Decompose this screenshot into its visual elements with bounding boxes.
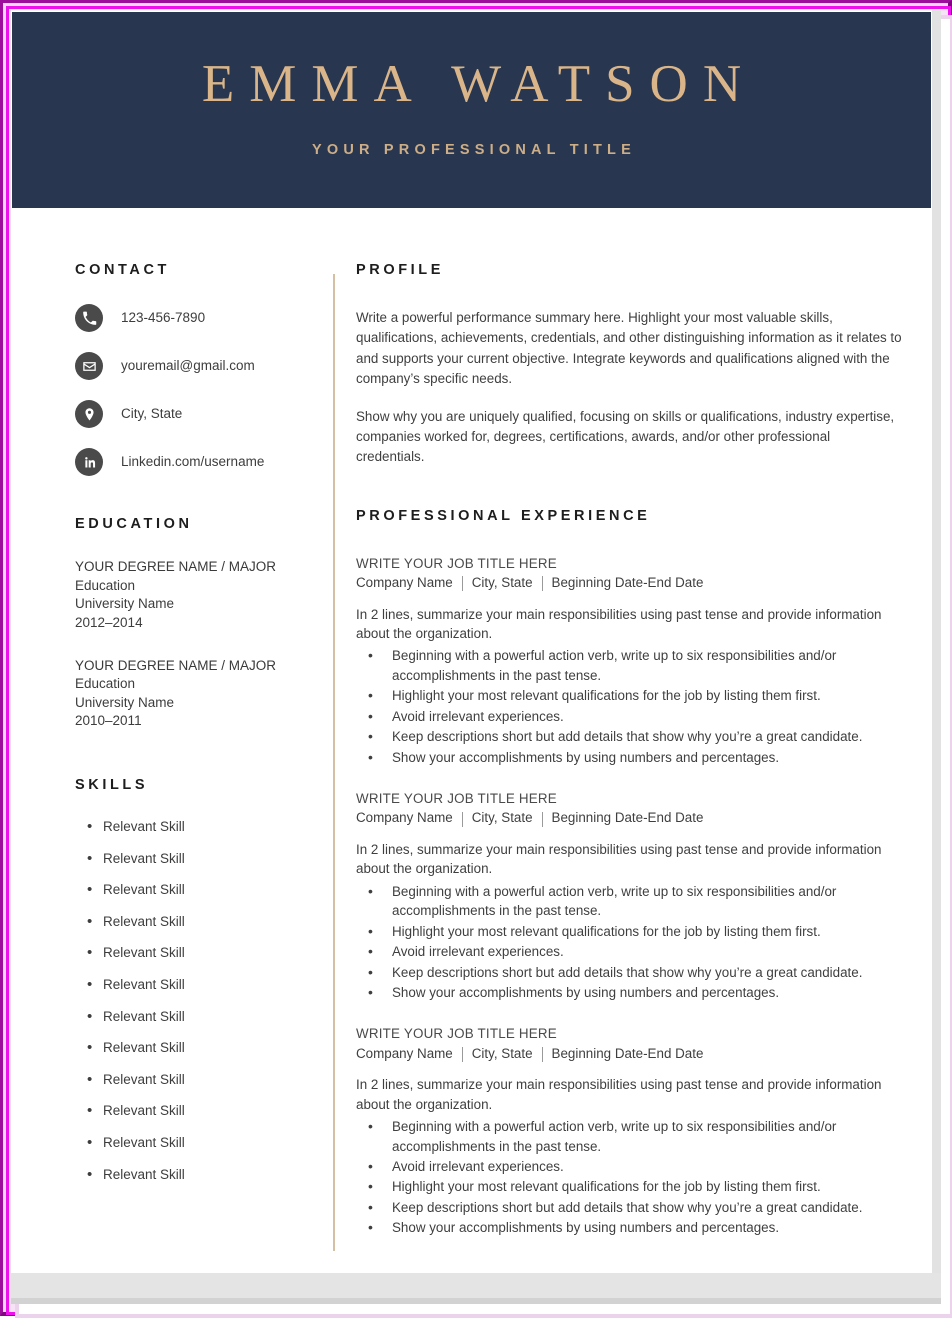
job-bullet-text: Beginning with a powerful action verb, write up to six responsibilities and/or accomplishments in the past tense. (392, 883, 837, 919)
profile-heading: PROFILE (356, 262, 445, 278)
skill-label: Relevant Skill (103, 1008, 185, 1024)
job-bullet-text: Show your accomplishments by using numbers and percentages. (392, 749, 780, 765)
skill-label: Relevant Skill (103, 1103, 185, 1119)
contact-value-phone: 123-456-7890 (121, 309, 206, 325)
education-school: University Name (75, 596, 175, 612)
education-degree: YOUR DEGREE NAME / MAJOR (75, 559, 277, 574)
bullet-icon: • (87, 944, 93, 962)
job-bullet-list (356, 645, 902, 767)
list-item (75, 945, 315, 960)
job-bullet-text: Beginning with a powerful action verb, write up to six responsibilities and/or accomplishments in the past tense. (392, 1119, 837, 1154)
page-footer-shadow (11, 1298, 941, 1304)
job-bullet (356, 982, 902, 1002)
job-meta (356, 1044, 902, 1063)
experience-section (356, 508, 902, 1238)
bullet-icon: • (368, 1118, 373, 1135)
list-item (75, 819, 315, 834)
bullet-icon: • (368, 1158, 373, 1174)
job-dates: Beginning Date-End Date (551, 1045, 704, 1061)
location-pin-icon (75, 400, 103, 428)
profile-paragraph: Show why you are uniquely qualified, focusing on skills or qualifications, industry expertise, companies worked for, degrees, certifications, awards, and/or other professional credentials. (356, 408, 895, 465)
job-bullet-text: Beginning with a powerful action verb, write up to six responsibilities and/or accomplishments in the past tense. (392, 648, 837, 683)
job-bullet-text: Keep descriptions short but add details that show why you’re a great candidate. (392, 964, 863, 980)
email-icon (75, 352, 103, 380)
job-title: WRITE YOUR JOB TITLE HERE (356, 791, 557, 806)
bullet-icon: • (368, 983, 373, 1000)
education-field: Education (75, 577, 136, 593)
skill-label: Relevant Skill (103, 819, 185, 834)
bullet-icon: • (87, 1039, 93, 1057)
skill-label: Relevant Skill (103, 1134, 185, 1150)
job-bullet-text: Highlight your most relevant qualifications for the job by listing them first. (392, 688, 821, 704)
phone-icon (75, 304, 103, 332)
job-meta (356, 573, 902, 592)
job-bullet (356, 1217, 902, 1237)
education-entry (75, 558, 315, 633)
job-location: City, State (471, 1045, 533, 1061)
job-meta (356, 808, 902, 827)
bullet-icon: • (368, 647, 373, 664)
job-bullet (356, 1176, 902, 1196)
bullet-icon: • (87, 1133, 93, 1151)
list-item (75, 1009, 315, 1024)
meta-separator (462, 576, 463, 591)
bullet-icon: • (368, 707, 373, 724)
job-dates: Beginning Date-End Date (551, 575, 704, 591)
page-title: EMMA WATSON (201, 55, 757, 113)
linkedin-icon (75, 448, 103, 476)
job-bullet (356, 706, 902, 726)
education-years: 2012–2014 (75, 614, 143, 630)
bullet-icon: • (368, 748, 373, 765)
bullet-icon: • (87, 1165, 93, 1183)
job-dates: Beginning Date-End Date (551, 810, 704, 826)
resume-sheet (11, 10, 941, 1304)
list-item (75, 1103, 315, 1118)
job-bullet (356, 685, 902, 705)
main-content (356, 262, 902, 1260)
meta-separator (462, 1047, 463, 1062)
experience-entry (356, 789, 902, 1002)
job-bullet (356, 1156, 902, 1176)
job-bullet-text: Show your accomplishments by using numbers and percentages. (392, 1220, 780, 1236)
skills-section (75, 777, 315, 1182)
job-company: Company Name (356, 810, 453, 826)
job-bullet-text: Highlight your most relevant qualifications for the job by listing them first. (392, 1179, 821, 1195)
sidebar (75, 262, 315, 1198)
contact-item-location[interactable] (75, 400, 315, 428)
bullet-icon: • (368, 922, 373, 939)
education-field: Education (75, 676, 136, 692)
bullet-icon: • (87, 881, 93, 899)
skill-label: Relevant Skill (103, 850, 185, 866)
bullet-icon: • (368, 963, 373, 980)
skill-label: Relevant Skill (103, 1040, 185, 1056)
job-bullet (356, 921, 902, 941)
bullet-icon: • (368, 1178, 373, 1195)
job-bullet-text: Show your accomplishments by using numbers and percentages. (392, 984, 780, 1000)
job-bullet-list (356, 1116, 902, 1238)
job-bullet (356, 747, 902, 767)
meta-separator (542, 576, 543, 591)
bullet-icon: • (368, 728, 373, 745)
contact-item-phone[interactable] (75, 304, 315, 332)
job-company: Company Name (356, 1045, 453, 1061)
resume-page (11, 10, 932, 1304)
skill-label: Relevant Skill (103, 1166, 185, 1182)
job-bullet-text: Keep descriptions short but add details that show why you’re a great candidate. (392, 729, 863, 745)
list-item (75, 882, 315, 897)
experience-entry (356, 1024, 902, 1237)
job-bullet (356, 962, 902, 982)
contact-item-email[interactable] (75, 352, 315, 380)
job-bullet (356, 726, 902, 746)
list-item (75, 851, 315, 866)
skill-label: Relevant Skill (103, 882, 185, 898)
meta-separator (542, 812, 543, 827)
job-company: Company Name (356, 575, 453, 591)
bullet-icon: • (87, 818, 93, 835)
job-location: City, State (471, 810, 533, 826)
bullet-icon: • (87, 1007, 93, 1025)
contact-section (75, 262, 315, 476)
bullet-icon: • (368, 882, 373, 899)
job-bullet (356, 1197, 902, 1217)
skill-label: Relevant Skill (103, 913, 185, 929)
skill-label: Relevant Skill (103, 945, 185, 961)
job-title: WRITE YOUR JOB TITLE HERE (356, 555, 557, 571)
job-bullet (356, 645, 902, 685)
contact-heading: CONTACT (75, 262, 171, 278)
job-bullet-text: Avoid irrelevant experiences. (392, 1159, 564, 1174)
bullet-icon: • (368, 1198, 373, 1215)
job-bullet-text: Avoid irrelevant experiences. (392, 944, 564, 960)
column-divider (333, 274, 335, 1251)
list-item (75, 1040, 315, 1055)
contact-item-linkedin[interactable] (75, 448, 315, 476)
education-section (75, 516, 315, 731)
bullet-icon: • (87, 1070, 93, 1088)
bullet-icon: • (87, 1102, 93, 1120)
experience-heading: PROFESSIONAL EXPERIENCE (356, 507, 651, 524)
education-entry (75, 657, 315, 732)
job-bullet (356, 881, 902, 921)
contact-value-linkedin: Linkedin.com/username (121, 453, 265, 469)
job-bullet-text: Avoid irrelevant experiences. (392, 708, 564, 724)
profile-paragraph: Write a powerful performance summary here. Highlight your most valuable skills, qualifications, achievements, credentials, and other distinguishing information as it relates to and supports your current objective. Integrate keywords and qualifications aligned with the company’s specific needs. (356, 310, 902, 387)
professional-title: YOUR PROFESSIONAL TITLE (312, 142, 636, 158)
skill-label: Relevant Skill (103, 1071, 185, 1087)
bullet-icon: • (87, 975, 93, 993)
job-summary: In 2 lines, summarize your main responsibilities using past tense and provide information about the organization. (356, 606, 882, 641)
job-bullet-text: Keep descriptions short but add details that show why you’re a great candidate. (392, 1199, 863, 1215)
list-item (75, 1167, 315, 1182)
list-item (75, 1135, 315, 1150)
contact-value-email: youremail@gmail.com (121, 357, 255, 373)
job-title: WRITE YOUR JOB TITLE HERE (356, 1026, 557, 1042)
job-bullet (356, 941, 902, 961)
skill-label: Relevant Skill (103, 976, 185, 992)
meta-separator (462, 812, 463, 827)
job-bullet (356, 1116, 902, 1156)
skills-heading: SKILLS (75, 777, 149, 793)
job-bullet-list (356, 881, 902, 1003)
bullet-icon: • (368, 1219, 373, 1236)
job-summary: In 2 lines, summarize your main responsibilities using past tense and provide information about the organization. (356, 1077, 882, 1112)
job-location: City, State (471, 575, 533, 591)
list-item (75, 977, 315, 992)
list-item (75, 1072, 315, 1087)
meta-separator (542, 1047, 543, 1062)
experience-entry (356, 554, 902, 767)
profile-section (356, 262, 902, 468)
education-degree: YOUR DEGREE NAME / MAJOR (75, 657, 277, 673)
job-summary: In 2 lines, summarize your main responsibilities using past tense and provide information about the organization. (356, 841, 882, 877)
list-item (75, 914, 315, 929)
bullet-icon: • (368, 687, 373, 704)
job-bullet-text: Highlight your most relevant qualifications for the job by listing them first. (392, 923, 821, 939)
bullet-icon: • (87, 912, 93, 930)
bullet-icon: • (87, 849, 93, 867)
bullet-icon: • (368, 943, 373, 960)
education-school: University Name (75, 694, 175, 710)
education-years: 2010–2011 (75, 713, 142, 729)
contact-value-location: City, State (121, 405, 183, 421)
resume-header (12, 12, 931, 208)
education-heading: EDUCATION (75, 516, 193, 532)
